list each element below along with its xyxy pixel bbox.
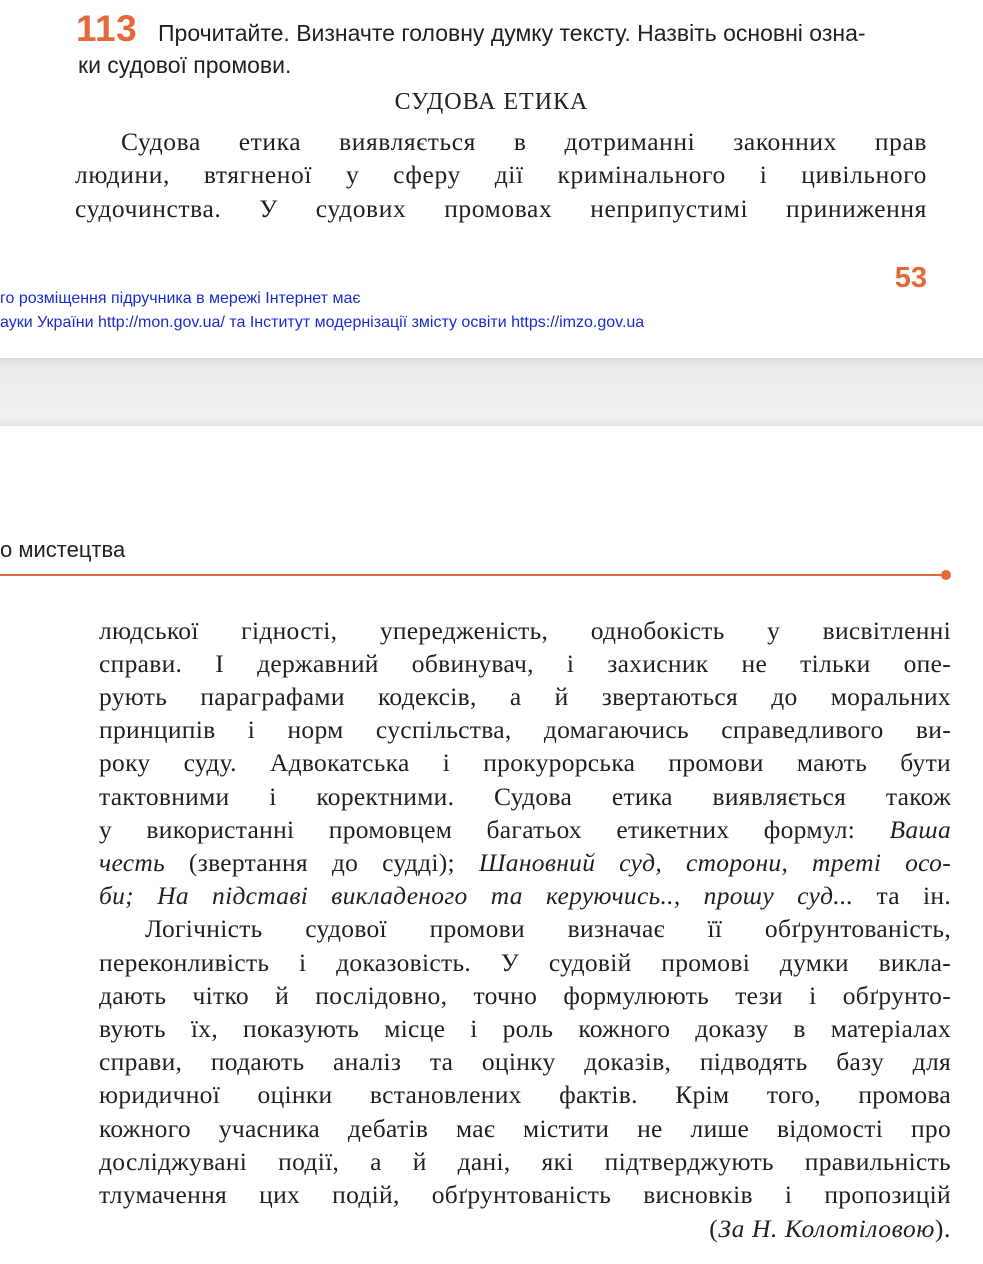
attribution xyxy=(709,1214,951,1244)
body-line: кожного учасника дебатів має містити не лише відомості про xyxy=(99,1114,951,1143)
license-notice-line-2[interactable]: ауки України http://mon.gov.ua/ та Інститут модернізації змісту освіти https://imzo.gov.ua xyxy=(0,314,645,331)
body-line: юридичної оцінки встановлених фактів. Крім того, промова xyxy=(99,1080,951,1109)
exercise-task-line-2: ки судової промови. xyxy=(78,52,292,78)
body-line xyxy=(99,881,951,911)
body-line: року суду. Адвокатська і прокурорська промови мають бути xyxy=(99,748,951,777)
exercise-task-line-1: Прочитайте. Визначте головну думку тексту. Назвіть основні озна- xyxy=(158,20,866,46)
body-text: (звертання до судді); xyxy=(165,848,479,877)
header-rule-dot xyxy=(941,570,951,580)
body-text: у використанні промовцем багатьох етикетних формул: xyxy=(99,815,890,844)
body-line: Логічність судової промови визначає її обґрунтованість, xyxy=(145,914,951,943)
body-line: справи, подають аналіз та оцінку доказів, підводять базу для xyxy=(99,1047,951,1076)
article-title: СУДОВА ЕТИКА xyxy=(394,89,589,115)
article-top-line-2: людини, втягненої у сферу дії кримінального і цивільного xyxy=(75,160,927,189)
body-line: людської гідності, упередженість, однобокість у висвітленні xyxy=(99,616,951,645)
header-rule xyxy=(0,574,944,576)
body-text: та ін. xyxy=(853,881,951,910)
body-line: принципів і норм суспільства, домагаючись справедливого ви- xyxy=(99,715,951,744)
page-number: 53 xyxy=(894,262,927,294)
body-line: тактовними і коректними. Судова етика виявляється також xyxy=(99,782,951,811)
article-top-line-3: судочинства. У судових промовах неприпустимі приниження xyxy=(75,194,927,223)
page-separator xyxy=(0,358,983,426)
article-top-line-1: Судова етика виявляється в дотриманні законних прав xyxy=(121,127,927,156)
body-italic: честь xyxy=(99,848,165,877)
exercise-number: 113 xyxy=(76,8,138,49)
license-notice-line-1: го розміщення підручника в мережі Інтернет має xyxy=(0,290,361,307)
attribution-author: За Н. Колотіловою xyxy=(718,1214,935,1243)
body-italic: би; На підставі викладеного та керуючись.., прошу суд... xyxy=(99,881,854,910)
body-line: досліджувані події, а й дані, які підтверджують правильність xyxy=(99,1147,951,1176)
body-italic: Шановний суд, сторони, треті осо- xyxy=(478,848,952,877)
attribution-close: ). xyxy=(934,1214,951,1243)
body-line: вують їх, показують місце і роль кожного доказу в матеріалах xyxy=(99,1014,951,1043)
running-header: о мистецтва xyxy=(0,537,126,562)
body-line xyxy=(99,815,951,845)
body-line: рують параграфами кодексів, а й звертаються до моральних xyxy=(99,682,951,711)
body-line: дають чітко й послідовно, точно формулюють тези і обґрунто- xyxy=(99,981,951,1010)
page-top xyxy=(0,0,983,358)
body-line: переконливість і доказовість. У судовій промові думки викла- xyxy=(99,948,951,977)
body-line xyxy=(99,848,951,878)
attribution-open: ( xyxy=(709,1214,719,1243)
page-bottom xyxy=(0,426,983,1264)
body-line: тлумачення цих подій, обґрунтованість висновків і пропозицій xyxy=(99,1180,951,1209)
body-italic: Ваша xyxy=(889,815,951,844)
body-line: справи. І державний обвинувач, і захисник не тільки опе- xyxy=(99,649,951,678)
